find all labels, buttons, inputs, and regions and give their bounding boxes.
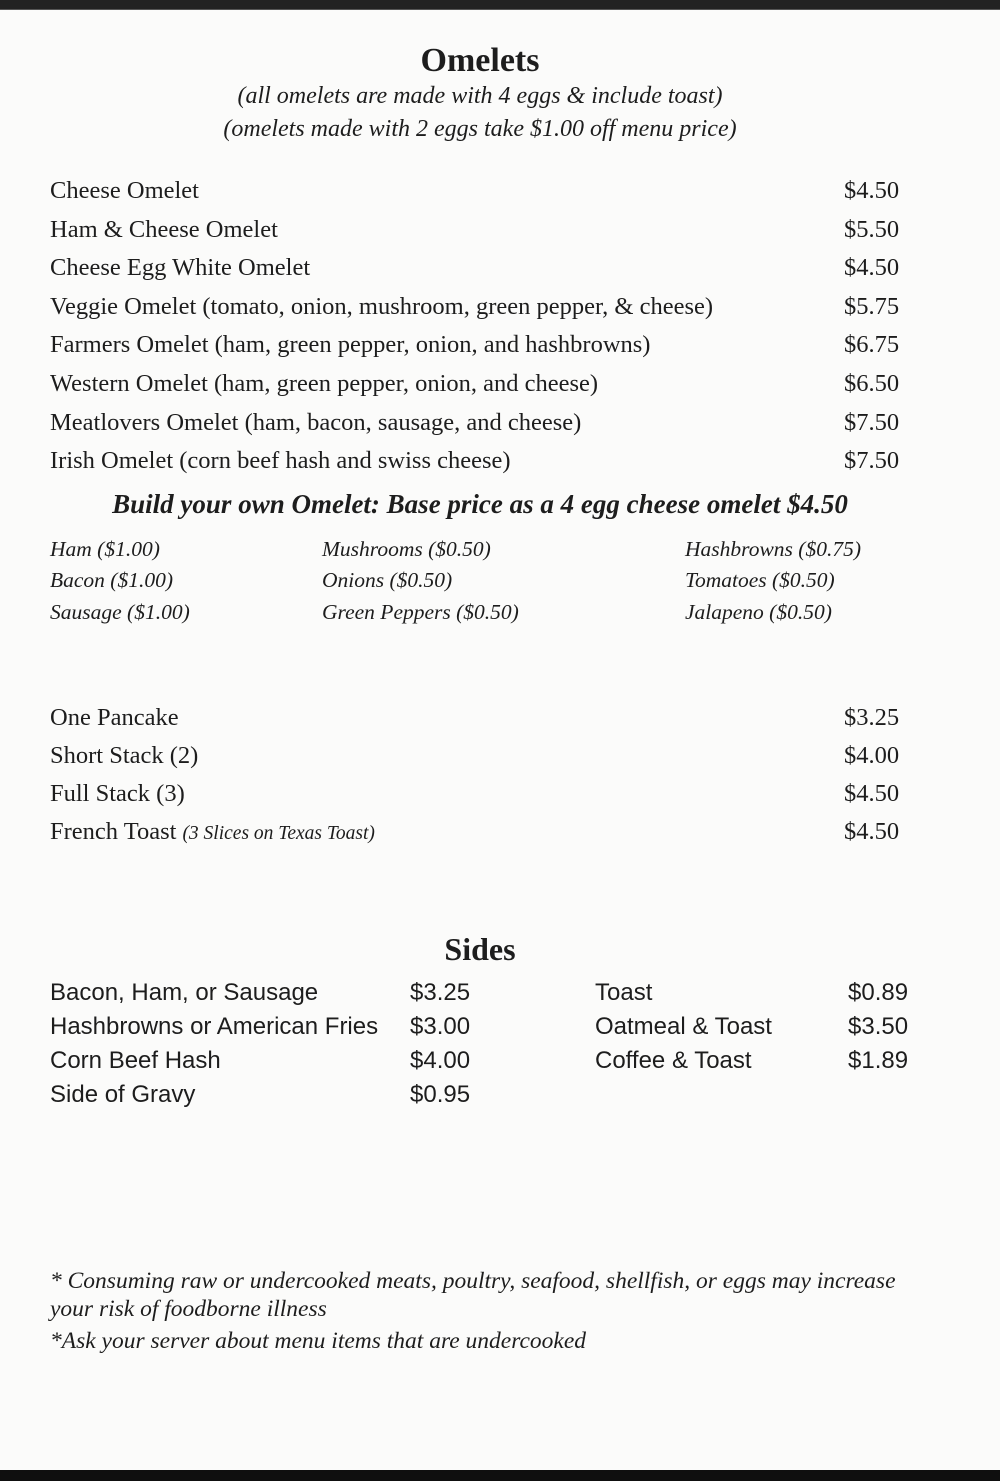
item-price: $3.25 bbox=[844, 704, 900, 732]
item-price: $4.50 bbox=[844, 254, 900, 282]
disclaimer-line: *Ask your server about menu items that are undercooked bbox=[50, 1328, 587, 1355]
side-name: Oatmeal & Toast bbox=[595, 1013, 772, 1041]
item-price: $6.75 bbox=[844, 331, 900, 359]
item-name: Ham & Cheese Omelet bbox=[50, 215, 278, 243]
addons-column-1 bbox=[50, 534, 322, 629]
disclaimer-footer bbox=[50, 1268, 910, 1356]
addons-column-3 bbox=[685, 534, 910, 629]
addon-item: Green Peppers ($0.50) bbox=[322, 599, 519, 624]
menu-item-row bbox=[50, 172, 910, 211]
addon-item: Onions ($0.50) bbox=[322, 568, 453, 593]
item-name-group bbox=[50, 700, 185, 738]
item-note: (3 Slices on Texas Toast) bbox=[182, 823, 375, 845]
item-name: Irish Omelet (corn beef hash and swiss cheese) bbox=[50, 447, 511, 475]
side-name: Side of Gravy bbox=[50, 1081, 196, 1109]
menu-item-row bbox=[50, 288, 910, 327]
item-price: $4.50 bbox=[844, 780, 900, 808]
menu-item-row bbox=[50, 776, 910, 814]
item-price: $5.75 bbox=[844, 292, 900, 320]
item-name: Cheese Omelet bbox=[50, 177, 199, 204]
addon-item: Mushrooms ($0.50) bbox=[322, 536, 491, 561]
item-price: $7.50 bbox=[844, 447, 900, 475]
menu-item-row bbox=[50, 211, 910, 250]
item-price: $4.50 bbox=[844, 818, 900, 846]
item-price: $6.50 bbox=[844, 369, 900, 397]
addon-item: Tomatoes ($0.50) bbox=[685, 568, 835, 593]
omelets-list bbox=[50, 172, 910, 481]
item-price: $4.50 bbox=[844, 177, 900, 204]
build-your-own-addons bbox=[50, 534, 910, 629]
side-name: Hashbrowns or American Fries bbox=[50, 1013, 379, 1041]
item-name-group bbox=[50, 814, 375, 852]
side-name: Coffee & Toast bbox=[595, 1047, 752, 1075]
item-name: Veggie Omelet (tomato, onion, mushroom, green pepper, & cheese) bbox=[50, 292, 714, 320]
item-name-group bbox=[50, 776, 191, 814]
sides-title: Sides bbox=[444, 931, 516, 968]
side-name: Corn Beef Hash bbox=[50, 1047, 221, 1075]
side-price: $0.89 bbox=[848, 979, 909, 1007]
pancakes-list bbox=[50, 700, 910, 852]
menu-item-row bbox=[50, 442, 910, 481]
item-name-group bbox=[50, 738, 204, 776]
omelets-title: Omelets bbox=[420, 42, 540, 79]
item-name: Meatlovers Omelet (ham, bacon, sausage, and cheese) bbox=[50, 408, 582, 436]
menu-item-row bbox=[50, 404, 910, 443]
disclaimer-line: your risk of foodborne illness bbox=[50, 1295, 327, 1322]
item-name: One Pancake bbox=[50, 704, 179, 732]
side-price: $3.25 bbox=[410, 979, 471, 1007]
addon-item: Sausage ($1.00) bbox=[50, 599, 190, 624]
side-name: Toast bbox=[595, 979, 653, 1007]
side-price: $3.00 bbox=[410, 1013, 471, 1041]
item-name: Cheese Egg White Omelet bbox=[50, 254, 311, 282]
addon-item: Jalapeno ($0.50) bbox=[685, 599, 832, 624]
side-price: $3.50 bbox=[848, 1013, 909, 1041]
addon-item: Ham ($1.00) bbox=[50, 536, 160, 561]
omelets-note-2: (omelets made with 2 eggs take $1.00 off menu price) bbox=[223, 116, 737, 142]
side-price bbox=[848, 1078, 910, 1112]
item-price: $5.50 bbox=[844, 215, 900, 243]
addon-item: Bacon ($1.00) bbox=[50, 568, 173, 593]
item-name: French Toast bbox=[50, 818, 177, 846]
item-name: Farmers Omelet (ham, green pepper, onion, and hashbrowns) bbox=[50, 331, 651, 359]
menu-item-row bbox=[50, 814, 910, 852]
item-price: $7.50 bbox=[844, 408, 900, 436]
build-your-own-heading: Build your own Omelet: Base price as a 4 egg cheese omelet $4.50 bbox=[112, 488, 848, 519]
disclaimer-line: * Consuming raw or undercooked meats, poultry, seafood, shellfish, or eggs may increase bbox=[50, 1268, 896, 1295]
item-name: Western Omelet (ham, green pepper, onion, and cheese) bbox=[50, 369, 599, 397]
menu-item-row bbox=[50, 738, 910, 776]
menu-item-row bbox=[50, 249, 910, 288]
side-price: $1.89 bbox=[848, 1047, 909, 1075]
addons-column-2 bbox=[322, 534, 685, 629]
side-name: Bacon, Ham, or Sausage bbox=[50, 979, 319, 1007]
menu-item-row bbox=[50, 365, 910, 404]
sides-list bbox=[50, 976, 910, 1112]
side-price: $4.00 bbox=[410, 1047, 471, 1075]
menu-item-row bbox=[50, 700, 910, 738]
bottom-scan-edge bbox=[0, 1470, 1000, 1481]
side-name bbox=[595, 1078, 848, 1112]
menu-content bbox=[0, 42, 1000, 1356]
item-name: Full Stack (3) bbox=[50, 780, 185, 808]
omelets-note-1: (all omelets are made with 4 eggs & include toast) bbox=[237, 83, 723, 109]
item-price: $4.00 bbox=[844, 742, 900, 770]
addon-item: Hashbrowns ($0.75) bbox=[685, 536, 861, 561]
item-name: Short Stack (2) bbox=[50, 742, 199, 770]
menu-item-row bbox=[50, 326, 910, 365]
top-scan-edge bbox=[0, 0, 1000, 10]
side-price: $0.95 bbox=[410, 1081, 471, 1109]
